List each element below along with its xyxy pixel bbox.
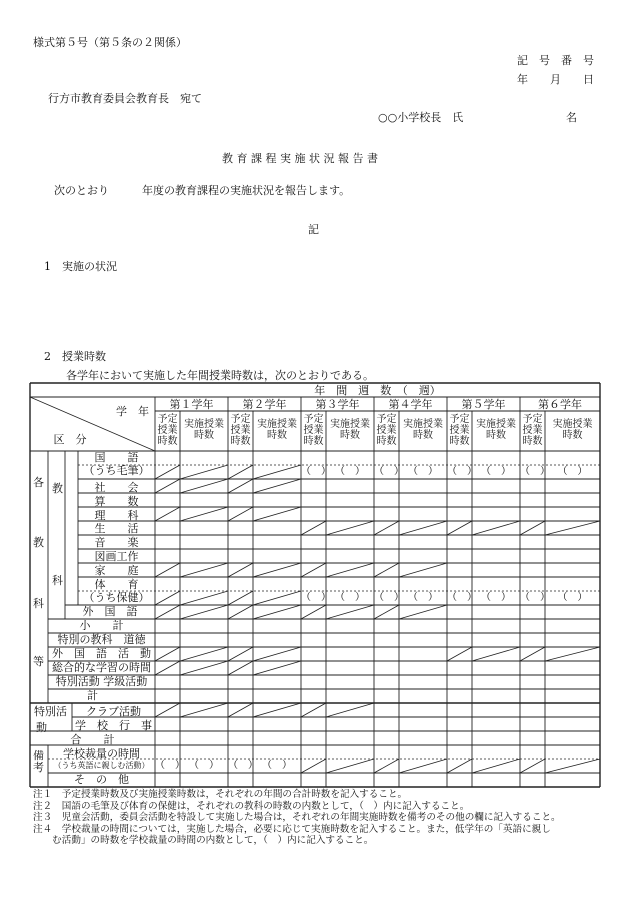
na-diagonal	[326, 605, 374, 619]
category-kyo: 教	[52, 482, 63, 495]
row-school-events: 学 校 行 事	[75, 719, 152, 732]
subject-kokugo-sub: （うち毛筆）	[83, 464, 150, 477]
na-diagonal	[447, 647, 472, 661]
subject-gaikokugo: 外 国 語	[82, 605, 138, 618]
subject-ongaku: 音 楽	[94, 536, 139, 549]
page-title: 教 育 課 程 実 施 状 況 報 告 書	[222, 152, 378, 165]
na-diagonal	[228, 507, 253, 521]
remarks-label: 備考	[33, 749, 44, 774]
planned-hours-header-6: 予定 授業 時数	[522, 414, 543, 447]
na-diagonal	[228, 465, 253, 479]
hoken-paren: （ ）	[481, 592, 511, 603]
na-diagonal	[180, 661, 228, 675]
na-diagonal	[326, 703, 374, 717]
row-moral: 特別の教科 道徳	[57, 633, 146, 646]
na-diagonal	[155, 479, 180, 493]
kohitsu-paren: （ ）	[374, 466, 404, 477]
note-5: む活動」の時数を学校裁量の時間の内数として，（ ）内に記入すること。	[33, 835, 374, 846]
row-grand-total: 合 計	[70, 733, 115, 746]
kohitsu-paren: （ ）	[520, 466, 550, 477]
kohitsu-paren: （ ）	[447, 466, 477, 477]
na-diagonal	[253, 465, 301, 479]
row-foreign-activity: 外 国 語 活 動	[52, 647, 151, 660]
subject-kokugo: 国 語	[94, 451, 139, 464]
category-nado: 等	[33, 655, 44, 668]
planned-hours-header-2: 予定 授業 時数	[230, 414, 251, 447]
actual-hours-header-4: 実施授業 時数	[403, 419, 443, 441]
na-diagonal	[545, 521, 600, 535]
na-diagonal	[301, 703, 326, 717]
subject-sansu: 算 数	[94, 495, 139, 508]
english-paren: （ ）	[189, 760, 219, 771]
na-diagonal	[520, 647, 545, 661]
kubun-label: 区 分	[53, 433, 87, 446]
na-diagonal	[399, 563, 447, 577]
na-diagonal	[374, 563, 399, 577]
na-diagonal	[180, 479, 228, 493]
na-diagonal	[447, 521, 472, 535]
hoken-paren: （ ）	[301, 592, 331, 603]
subject-seikatsu: 生 活	[94, 522, 139, 535]
row-total-kei: 計	[87, 689, 98, 702]
note-3: 注３ 児童会活動，委員会活動を特設して実施した場合は，それぞれの年間実施時数を備考のその他の欄に記入すること。	[33, 812, 561, 823]
hoken-paren: （ ）	[557, 592, 588, 603]
row-class-activity: 特別活動 学級活動	[55, 675, 148, 688]
na-diagonal	[228, 605, 253, 619]
na-diagonal	[180, 507, 228, 521]
ki-label: 記	[308, 223, 319, 236]
na-diagonal	[155, 465, 180, 479]
na-diagonal	[253, 507, 301, 521]
na-diagonal	[545, 647, 600, 661]
sender-name-suffix: 名	[566, 111, 577, 124]
na-diagonal	[155, 563, 180, 577]
english-paren: （ ）	[262, 760, 292, 771]
addressee: 行方市教育委員会教育長 宛て	[48, 92, 202, 105]
sender-prefix: ○○小学校長 氏	[378, 111, 464, 124]
na-diagonal	[228, 591, 253, 605]
row-integrated-study: 総合的な学習の時間	[52, 661, 151, 674]
na-diagonal	[180, 647, 228, 661]
na-diagonal	[399, 521, 447, 535]
category-ka2: 科	[33, 597, 44, 610]
special-activity-label-2: 動	[36, 721, 47, 734]
na-diagonal	[180, 703, 228, 717]
actual-hours-header-6: 実施授業 時数	[552, 419, 593, 441]
kohitsu-paren: （ ）	[557, 466, 588, 477]
planned-hours-header-5: 予定 授業 時数	[449, 414, 470, 447]
actual-hours-header-1: 実施授業 時数	[184, 419, 224, 441]
na-diagonal	[180, 605, 228, 619]
form-number: 様式第５号（第５条の２関係）	[33, 36, 187, 49]
kohitsu-paren: （ ）	[335, 466, 365, 477]
na-diagonal	[374, 759, 399, 773]
na-diagonal	[472, 759, 520, 773]
na-diagonal	[155, 605, 180, 619]
special-activity-label-1: 特別活	[34, 705, 67, 718]
note-1: 注１ 予定授業時数及び実施授業時数は，それぞれの年間の合計時数を記入すること。	[33, 789, 408, 800]
annual-weeks-header: 年 間 週 数 （ 週）	[314, 384, 441, 397]
subject-katei: 家 庭	[94, 564, 139, 577]
na-diagonal	[253, 605, 301, 619]
subject-taiiku: 体 育	[94, 578, 139, 591]
na-diagonal	[472, 647, 520, 661]
hoken-paren: （ ）	[408, 592, 438, 603]
grade-header-4: 第４学年	[388, 398, 433, 411]
english-paren: （ ）	[228, 760, 258, 771]
hoken-paren: （ ）	[374, 592, 404, 603]
na-diagonal	[447, 759, 472, 773]
na-diagonal	[472, 521, 520, 535]
na-diagonal	[520, 759, 545, 773]
na-diagonal	[253, 479, 301, 493]
hoken-paren: （ ）	[447, 592, 477, 603]
kohitsu-paren: （ ）	[481, 466, 511, 477]
category-kaku: 各	[33, 476, 44, 489]
na-diagonal	[155, 507, 180, 521]
category-kyouka: 教	[33, 536, 44, 549]
na-diagonal	[301, 605, 326, 619]
date-label: 年 月 日	[517, 73, 594, 86]
na-diagonal	[545, 759, 600, 773]
na-diagonal	[253, 591, 301, 605]
na-diagonal	[326, 563, 374, 577]
actual-hours-header-3: 実施授業 時数	[330, 419, 370, 441]
na-diagonal	[180, 465, 228, 479]
na-diagonal	[253, 647, 301, 661]
na-diagonal	[228, 563, 253, 577]
grade-header-2: 第２学年	[242, 398, 287, 411]
kohitsu-paren: （ ）	[301, 466, 331, 477]
row-club: クラブ活動	[86, 705, 141, 718]
na-diagonal	[228, 647, 253, 661]
hoken-paren: （ ）	[520, 592, 550, 603]
planned-hours-header-1: 予定 授業 時数	[157, 414, 178, 447]
na-diagonal	[228, 661, 253, 675]
section1-heading: 1 実施の状況	[44, 260, 117, 273]
actual-hours-header-2: 実施授業 時数	[257, 419, 297, 441]
document-number-label: 記 号 番 号	[517, 54, 594, 67]
row-school-discretion-sub: （うち英語に親しむ活動）	[53, 761, 150, 770]
na-diagonal	[374, 605, 399, 619]
grade-header-6: 第６学年	[538, 398, 582, 411]
subtotal-label: 小 計	[79, 619, 124, 632]
section2-heading: 2 授業時数	[44, 350, 106, 363]
na-diagonal	[155, 591, 180, 605]
kohitsu-paren: （ ）	[408, 466, 438, 477]
gakunen-label: 学 年	[116, 405, 149, 418]
na-diagonal	[180, 563, 228, 577]
row-school-discretion: 学校裁量の時間	[63, 747, 140, 760]
na-diagonal	[155, 647, 180, 661]
na-diagonal	[155, 661, 180, 675]
na-diagonal	[520, 521, 545, 535]
section2-lead: 各学年において実施した年間授業時数は，次のとおりである。	[66, 369, 374, 382]
na-diagonal	[326, 521, 374, 535]
subject-rika: 理 科	[94, 509, 139, 522]
na-diagonal	[228, 479, 253, 493]
na-diagonal	[155, 703, 180, 717]
english-paren: （ ）	[155, 760, 185, 771]
na-diagonal	[326, 759, 374, 773]
na-diagonal	[301, 563, 326, 577]
grade-header-3: 第３学年	[315, 398, 360, 411]
hoken-paren: （ ）	[335, 592, 365, 603]
subject-shakai: 社 会	[94, 481, 139, 494]
planned-hours-header-3: 予定 授業 時数	[303, 414, 324, 447]
subject-taiiku-sub: （うち保健）	[83, 591, 150, 604]
na-diagonal	[253, 661, 301, 675]
na-diagonal	[399, 759, 447, 773]
na-diagonal	[253, 703, 301, 717]
note-4: 注４ 学校裁量の時間については，実施した場合，必要に応じて実施時数を記入すること。また，低学年の「英語に親し	[33, 823, 551, 835]
planned-hours-header-4: 予定 授業 時数	[376, 414, 397, 447]
grade-header-1: 第１学年	[169, 398, 214, 411]
na-diagonal	[399, 605, 447, 619]
na-diagonal	[180, 591, 228, 605]
na-diagonal	[301, 521, 326, 535]
actual-hours-header-5: 実施授業 時数	[476, 419, 516, 441]
na-diagonal	[301, 759, 326, 773]
na-diagonal	[228, 703, 253, 717]
row-other: そ の 他	[74, 773, 129, 786]
na-diagonal	[374, 521, 399, 535]
note-2: 注２ 国語の毛筆及び体育の保健は，それぞれの教科の時数の内数として，（ ）内に記入すること。	[33, 800, 470, 812]
na-diagonal	[253, 563, 301, 577]
intro-text: 次のとおり 年度の教育課程の実施状況を報告します。	[54, 184, 351, 197]
subject-zuga: 図画工作	[94, 550, 139, 563]
grade-header-5: 第５学年	[461, 398, 506, 411]
category-ka: 科	[52, 574, 63, 587]
